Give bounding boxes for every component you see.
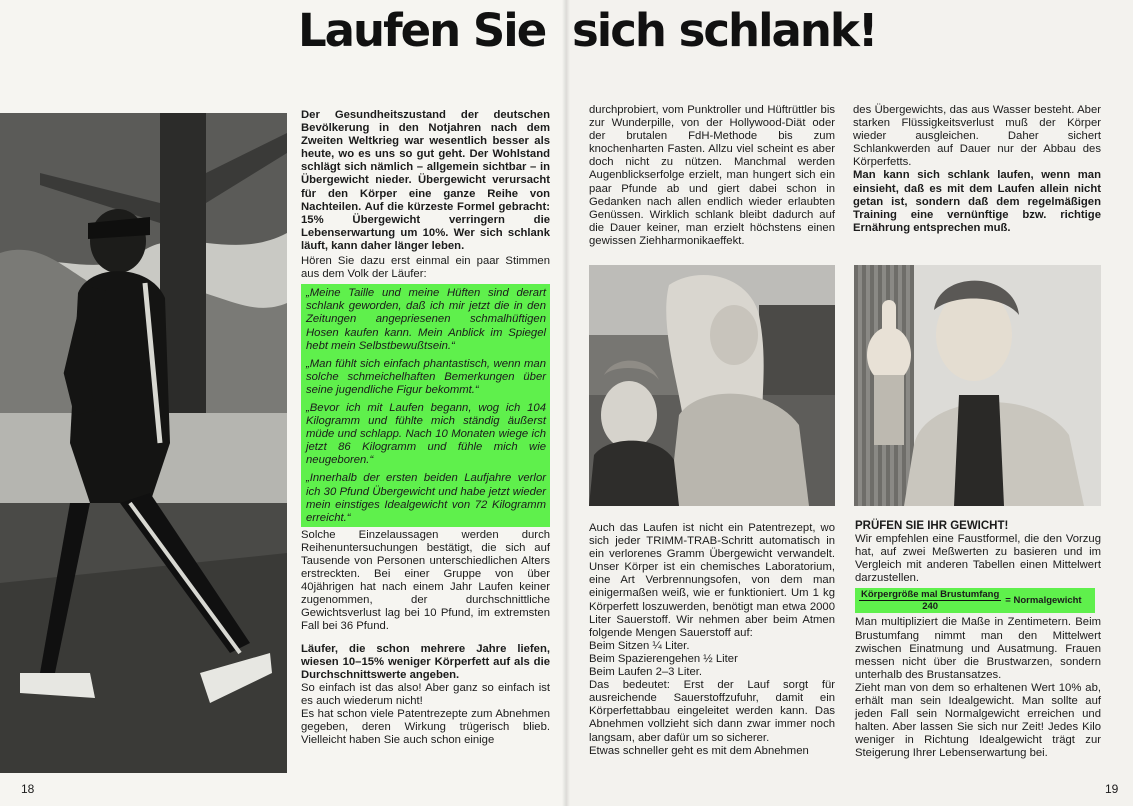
mother-child-photo: [589, 265, 835, 506]
list-item: Beim Sitzen ¼ Liter.: [589, 639, 690, 652]
jogger-photo: [0, 113, 287, 773]
paragraph: So einfach ist das also! Aber ganz so einfach ist es auch wiederum nicht!: [301, 681, 550, 707]
text-column-3-bottom: [855, 520, 1101, 761]
quote: „Bevor ich mit Laufen begann, wog ich 104 Kilogramm und fühlte mich ständig äußerst müde und schlapp. Nach 10 Monaten wiege ich jetzt 86 Kilogramm und fühle mich wie neugeboren.“: [306, 401, 546, 467]
weight-formula: [855, 588, 1095, 613]
text-column-2-top: [589, 104, 835, 248]
list-item: Beim Spazierengehen ½ Liter: [589, 652, 738, 665]
formula-numerator: Körpergröße mal Brustumfang: [861, 589, 1000, 601]
formula-denominator: 240: [922, 601, 939, 613]
text-column-1: [301, 109, 550, 747]
list-item: Beim Laufen 2–3 Liter.: [589, 666, 703, 679]
quote: „Man fühlt sich einfach phantastisch, wenn man solche schmeichelhaften Bemerkungen über seine jugendliche Figur bekommt.“: [306, 357, 546, 396]
paragraph: Zieht man von dem so erhaltenen Wert 10% ab, erhält man sein Idealgewicht. Man sollte auf jeden Fall sein Normalgewicht erreichen und halten. Aber lassen Sie sich nur Zeit! Jedes Kilo weniger in Richtung Idealgewicht trägt zur Steigerung Ihrer Lebenserwartung bei.: [855, 681, 1101, 760]
paragraph: des Übergewichts, das aus Wasser besteht. Aber starken Flüssigkeitsverlust muß der Körper wieder ausgleichen. Daher sichert Schlankwerden auf Dauer nur der Abbau des Körperfetts.: [853, 104, 1101, 169]
text-column-2-bottom: [589, 522, 835, 758]
paragraph: Auch das Laufen ist nicht ein Patentrezept, wo sich jeder TRIMM-TRAB-Schritt automatisch in ein verlorenes Gramm Übergewicht verwandelt. Unser Körper ist ein chemisches Laboratorium, eine Art Verbrennungsofen, von dem man einigermaßen weiß, wie er funktioniert. Um 1 kg Körperfett loszuwerden, benötigt man etwa 2000 Liter Sauerstoff. Wir nehmen aber beim Atmen folgende Mengen Sauerstoff auf:: [589, 522, 835, 639]
headline-left: Laufen Sie: [298, 4, 546, 57]
quote: „Innerhalb der ersten beiden Laufjahre verlor ich 30 Pfund Übergewicht und habe jetzt wieder mein einstiges Idealgewicht von 72 Kilogramm erreicht.“: [306, 472, 546, 524]
quote: „Meine Taille und meine Hüften sind derart schlank geworden, daß ich mir jetzt die in den Zeitungen angepriesenen schmalhüftigen Hosen kaufen kann. Mein Anblick im Spiegel hebt mein Selbstbewußtsein.“: [306, 287, 546, 352]
paragraph: Es hat schon viele Patentrezepte zum Abnehmen gegeben, deren Wirkung trügerisch blieb. Vielleicht haben Sie auch schon einige: [301, 708, 550, 747]
paragraph: Hören Sie dazu erst einmal ein paar Stimmen aus dem Volk der Läufer:: [301, 255, 550, 281]
page-gutter: [562, 0, 570, 806]
bold-paragraph: Man kann sich schlank laufen, wenn man einsieht, daß es mit dem Laufen allein nicht getan ist, sondern daß dem regelmäßigen Training eine vernünftige bzw. richtige Ernährung entsprechen muß.: [853, 169, 1101, 234]
formula-fraction: [859, 589, 1001, 612]
page-number-left: 18: [21, 782, 35, 796]
page-number-right: 19: [1105, 782, 1119, 796]
quotes-highlight: [301, 284, 550, 527]
paragraph: Wir empfehlen eine Faustformel, die den Vorzug hat, auf zwei Meßwerten zu basieren und im Vergleich mit anderen Tabellen einen Mittelwert darzustellen.: [855, 533, 1101, 585]
paragraph: Etwas schneller geht es mit dem Abnehmen: [589, 744, 809, 757]
paragraph: durchprobiert, vom Punktroller und Hüftrüttler bis zur Wunderpille, von der Hollywood-Diät oder der brutalen FdH-Methode bis zum knochenharten Fasten. Allzu viel scheint es aber doch nicht zu nützen. Manchmal werden Augenblickserfolge erzielt, man hungert sich ein paar Pfunde ab und giert dabei schon in Gedanken nach allen endlich wieder erlaubten Genüssen. Wirklich schlank bleibt dadurch auf die Dauer keiner, man erzielt höchstens einen gewissen Ziehharmonikaeffekt.: [589, 104, 835, 247]
intro-paragraph: Der Gesundheitszustand der deutschen Bevölkerung in den Notjahren nach dem Zweiten Weltkrieg war wesentlich besser als heute, wo es uns so gut geht. Der Wohlstand schlägt sich nämlich – allgemein sichtbar – in Übergewicht nieder. Übergewicht verursacht für den Körper eine ganze Reihe von Nachteilen. Auf die kürzeste Formel gebracht: 15% Übergewicht verringern die Lebenserwartung um 10%. Wer sich schlank läuft, kann daher länger leben.: [301, 109, 550, 252]
formula-result: = Normalgewicht: [1005, 595, 1082, 607]
headline-right: sich schlank!: [572, 4, 877, 57]
paragraph: Man multipliziert die Maße in Zentimetern. Beim Brustumfang nimmt man den Mittelwert zwischen Einatmung und Ausatmung. Frauen messen nicht über die Brustwarzen, sondern unterhalb des Brustansatzes.: [855, 616, 1101, 681]
text-column-3-top: [853, 104, 1101, 235]
bold-paragraph: Läufer, die schon mehrere Jahre liefen, wiesen 10–15% weniger Körperfett auf als die Durchschnittswerte angeben.: [301, 642, 550, 681]
thumbs-up-man-photo: [854, 265, 1101, 506]
paragraph: Das bedeutet: Erst der Lauf sorgt für ausreichende Sauerstoffzufuhr, damit ein Körperfettabbau eingeleitet werden kann. Das Abnehmen vollzieht sich dann zwar immer noch langsam, aber dafür um so sicherer.: [589, 679, 835, 744]
section-heading: PRÜFEN SIE IHR GEWICHT!: [855, 520, 1009, 532]
paragraph: Solche Einzelaussagen werden durch Reihenuntersuchungen bestätigt, die sich auf Tausende von Personen unterschiedlichen Alters erstreckten. Bei einer Gruppe von über 40jährigen hat nach einem Jahr Laufen keiner zugenommen, der durchschnittliche Gewichtsverlust lag bei 10 Pfund, im extremsten Fall bei 36 Pfund.: [301, 528, 550, 633]
